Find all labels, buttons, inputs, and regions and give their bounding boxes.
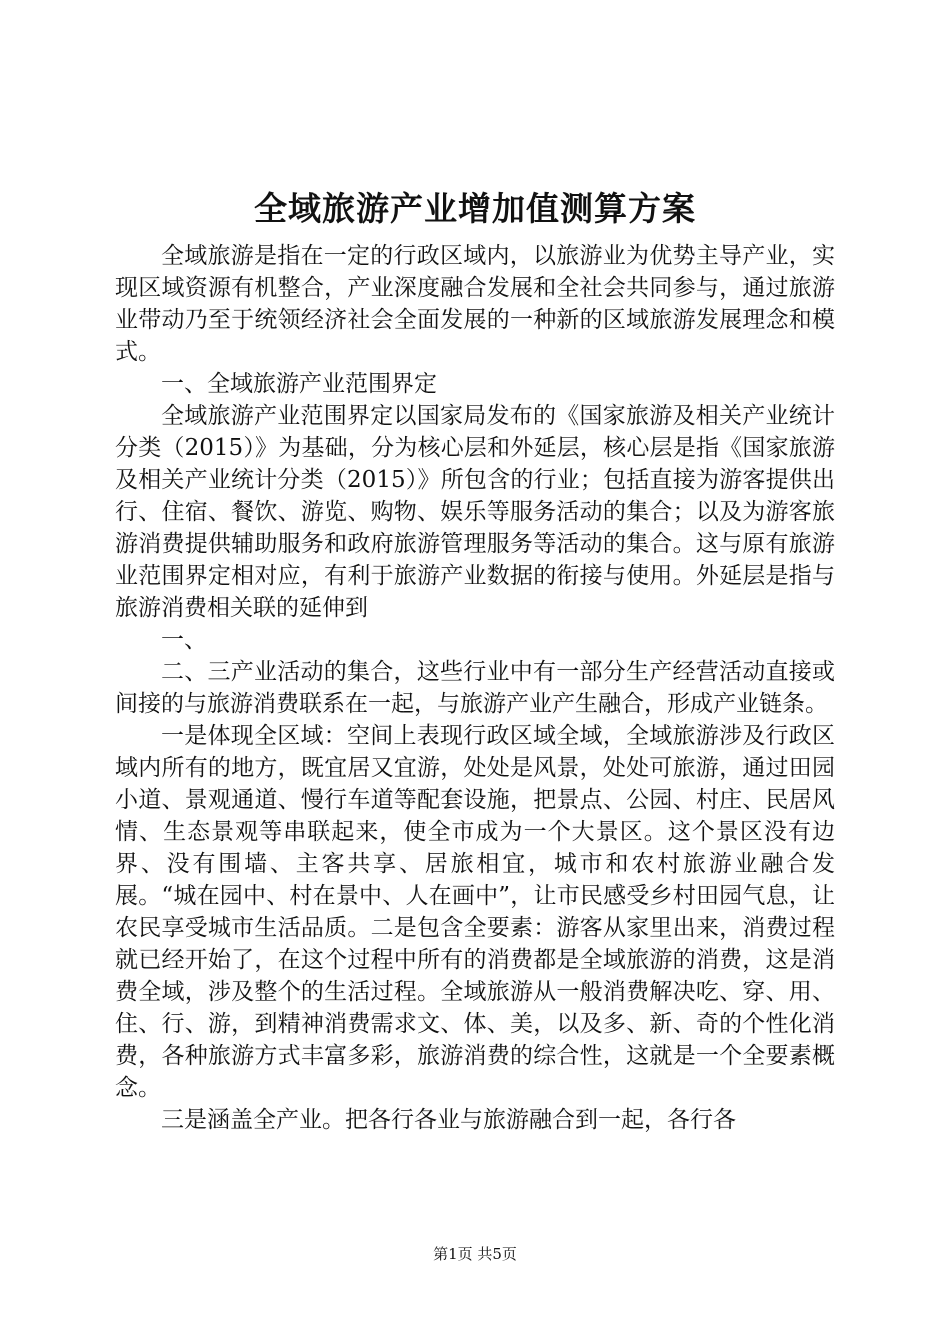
paragraph-full-region: 一是体现全区域：空间上表现行政区域全域，全域旅游涉及行政区域内所有的地方，既宜居又宜游，处处是风景，处处可旅游，通过田园小道、景观通道、慢行车道等配套设施，把景点、公园、村庄、民居风情、生态景观等串联起来，使全市成为一个大景区。这个景区没有边界、没有围墙、主客共享、居旅相宜，城市和农村旅游业融合发展。“城在园中、村在景中、人在画中”，让市民感受乡村田园气息，让农民享受城市生活品质。二是包含全要素：游客从家里出来，消费过程就已经开始了，在这个过程中所有的消费都是全域旅游的消费，这是消费全域，涉及整个的生活过程。全域旅游从一般消费解决吃、穿、用、住、行、游，到精神消费需求文、体、美，以及多、新、奇的个性化消费，各种旅游方式丰富多彩，旅游消费的综合性，这就是一个全要素概念。 (115, 723, 835, 1101)
paragraph-intro: 全域旅游是指在一定的行政区域内，以旅游业为优势主导产业，实现区域资源有机整合，产业深度融合发展和全社会共同参与，通过旅游业带动乃至于统领经济社会全面发展的一种新的区域旅游发展理念和模式。 (115, 243, 835, 365)
document-title: 全域旅游产业增加值测算方案 (254, 189, 696, 228)
section-heading-1: 一、全域旅游产业范围界定 (161, 371, 437, 397)
paragraph-full-industry: 三是涵盖全产业。把各行各业与旅游融合到一起，各行各 (161, 1107, 736, 1133)
paragraph-industries: 二、三产业活动的集合，这些行业中有一部分生产经营活动直接或间接的与旅游消费联系在一起，与旅游产业产生融合，形成产业链条。 (115, 659, 835, 717)
paragraph-fragment: 一、 (161, 627, 207, 653)
document-body (115, 240, 835, 1136)
page-footer: 第1页 共5页 (433, 1245, 517, 1263)
paragraph-scope: 全域旅游产业范围界定以国家局发布的《国家旅游及相关产业统计分类（2015）》为基础，分为核心层和外延层，核心层是指《国家旅游及相关产业统计分类（2015）》所包含的行业；包括直接为游客提供出行、住宿、餐饮、游览、购物、娱乐等服务活动的集合；以及为游客旅游消费提供辅助服务和政府旅游管理服务等活动的集合。这与原有旅游业范围界定相对应，有利于旅游产业数据的衔接与使用。外延层是指与旅游消费相关联的延伸到 (115, 403, 835, 621)
